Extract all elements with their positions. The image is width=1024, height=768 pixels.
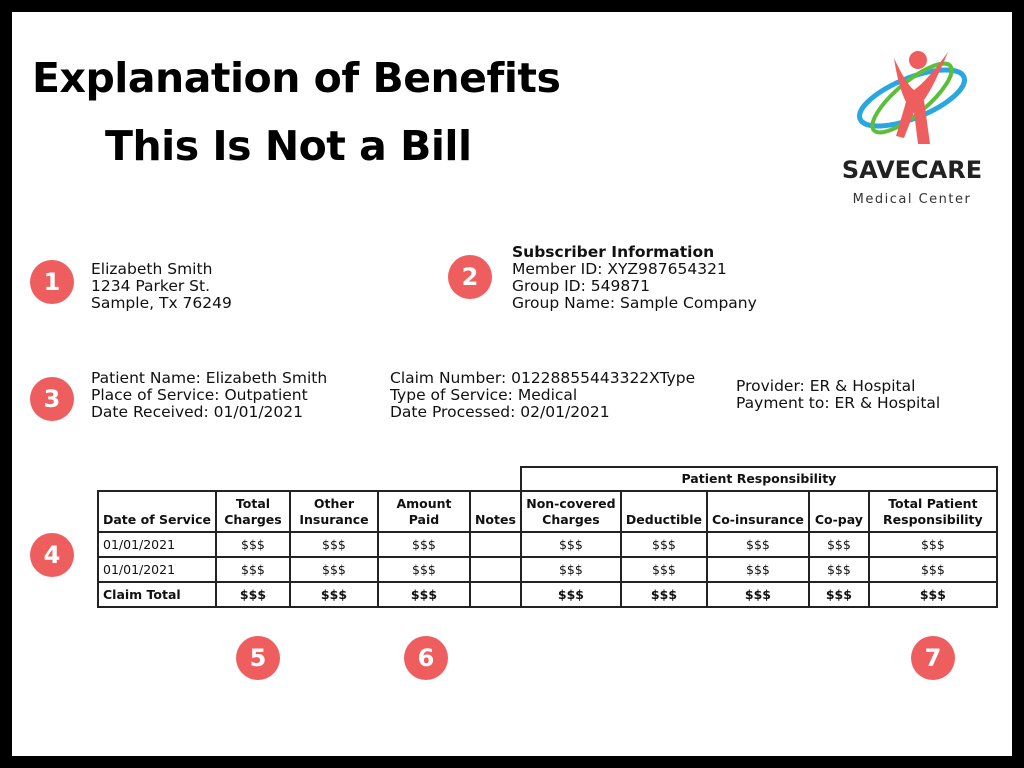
group-id: Group ID: 549871: [512, 277, 650, 295]
patient-responsibility-header: Patient Responsibility: [521, 467, 997, 491]
patient-info: [91, 370, 327, 421]
col-noncovered-charges: Non-covered Charges: [521, 491, 621, 532]
subscriber-heading: Subscriber Information: [512, 243, 715, 261]
badge-2: 2: [448, 255, 492, 299]
page-title: Explanation of Benefits: [32, 54, 561, 102]
savecare-logo: [832, 46, 992, 216]
col-coinsurance: Co-insurance: [707, 491, 809, 532]
place-of-service: Place of Service: Outpatient: [91, 386, 308, 404]
table-group-header-row: [98, 467, 997, 491]
badge-1: 1: [30, 260, 74, 304]
col-deductible: Deductible: [621, 491, 707, 532]
logo-subtitle: Medical Center: [852, 192, 972, 207]
table-row: 01/01/2021 $$$ $$$ $$$ $$$ $$$ $$$ $$$ $$$: [98, 532, 997, 557]
mailing-address: [91, 261, 232, 312]
claim-info: [390, 370, 695, 421]
address-name: Elizabeth Smith: [91, 260, 213, 278]
table-row: 01/01/2021 $$$ $$$ $$$ $$$ $$$ $$$ $$$ $$$: [98, 557, 997, 582]
badge-4: 4: [30, 533, 74, 577]
col-other-insurance: Other Insurance: [290, 491, 378, 532]
logo-figure-icon: [854, 46, 970, 146]
benefits-table: [97, 466, 998, 608]
badge-6: 6: [404, 636, 448, 680]
claim-number: Claim Number: 01228855443322XType: [390, 369, 696, 387]
patient-name: Patient Name: Elizabeth Smith: [91, 369, 328, 387]
logo-name: SAVECARE: [841, 156, 983, 184]
address-street: 1234 Parker St.: [91, 277, 210, 295]
address-city: Sample, Tx 76249: [91, 294, 232, 312]
date-received: Date Received: 01/01/2021: [91, 403, 303, 421]
page-subtitle: This Is Not a Bill: [105, 122, 472, 170]
date-processed: Date Processed: 02/01/2021: [390, 403, 610, 421]
table-header-row: [98, 491, 997, 532]
payment-to: Payment to: ER & Hospital: [736, 394, 941, 412]
document-page: [12, 12, 1012, 756]
subscriber-info: [512, 244, 757, 312]
col-total-patient-responsibility: Total Patient Responsibility: [869, 491, 997, 532]
provider-name: Provider: ER & Hospital: [736, 377, 916, 395]
badge-3: 3: [30, 377, 74, 421]
col-total-charges: Total Charges: [216, 491, 290, 532]
type-of-service: Type of Service: Medical: [390, 386, 578, 404]
col-notes: Notes: [470, 491, 521, 532]
badge-7: 7: [911, 636, 955, 680]
member-id: Member ID: XYZ987654321: [512, 260, 727, 278]
badge-5: 5: [236, 636, 280, 680]
claim-total-row: Claim Total $$$ $$$ $$$ $$$ $$$ $$$ $$$ $$$: [98, 582, 997, 607]
group-name: Group Name: Sample Company: [512, 294, 757, 312]
provider-info: [736, 378, 940, 412]
col-copay: Co-pay: [809, 491, 869, 532]
col-amount-paid: Amount Paid: [378, 491, 470, 532]
col-date-of-service: Date of Service: [98, 491, 216, 532]
